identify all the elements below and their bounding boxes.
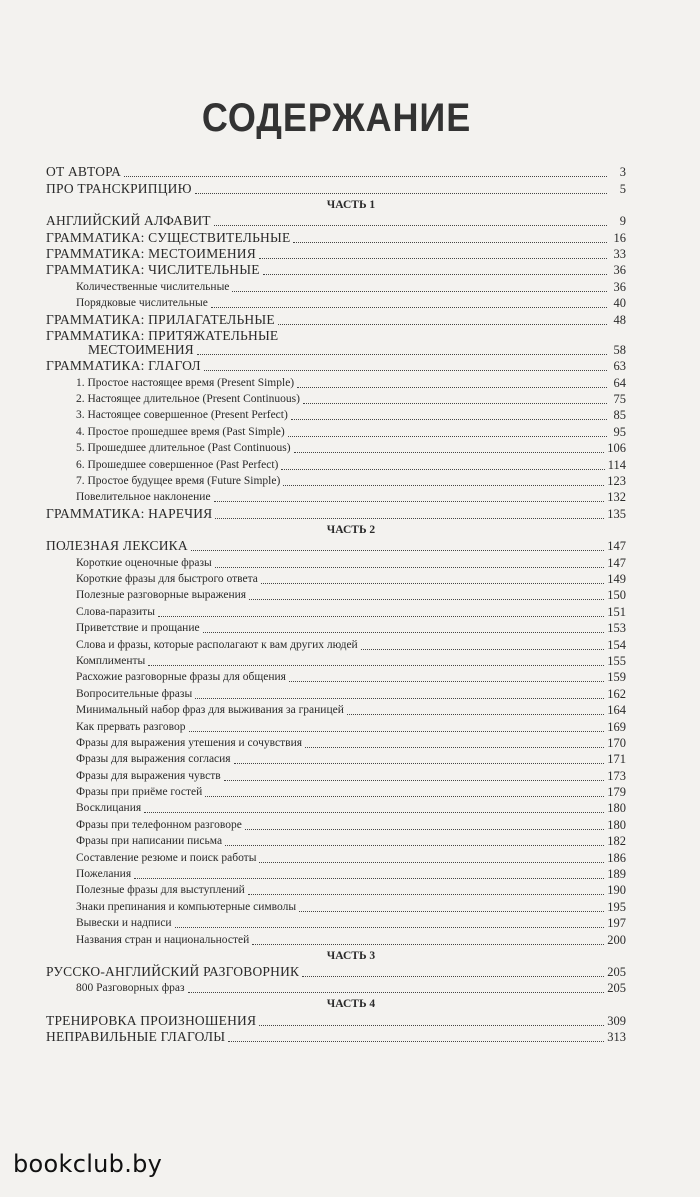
dot-leader <box>144 798 604 813</box>
dot-leader <box>303 389 607 404</box>
page-number: 16 <box>613 230 626 245</box>
dot-leader <box>305 733 604 748</box>
toc-subentry[interactable] <box>46 931 626 947</box>
page-number: 197 <box>607 916 626 931</box>
toc-entry-label: Фразы для выражения утешения и сочувствия <box>76 736 303 749</box>
watermark-text: bookclub.by <box>13 1150 163 1178</box>
page-number: 40 <box>613 296 626 311</box>
page-number: 36 <box>613 279 626 294</box>
dot-leader <box>189 717 605 732</box>
dot-leader <box>297 373 607 388</box>
page-number: 95 <box>613 424 626 439</box>
page-number: 190 <box>607 883 626 898</box>
page-number: 114 <box>607 457 626 472</box>
page-title: СОДЕРЖАНИЕ <box>201 96 472 140</box>
toc-entry[interactable] <box>46 180 626 196</box>
toc-entry-label: Полезные разговорные выражения <box>76 589 247 602</box>
toc-entry-label: ГРАММАТИКА: НАРЕЧИЯ <box>46 505 213 521</box>
dot-leader <box>261 569 604 584</box>
dot-leader <box>302 962 604 977</box>
page-number: 149 <box>607 571 626 586</box>
dot-leader <box>249 585 604 600</box>
toc-entry-label: ГРАММАТИКА: ГЛАГОЛ <box>46 358 201 374</box>
dot-leader <box>281 455 604 470</box>
dot-leader <box>228 1027 604 1042</box>
dot-leader <box>203 618 605 633</box>
dot-leader <box>259 848 604 863</box>
toc-entry-label: Приветствие и прощание <box>76 622 200 635</box>
dot-leader <box>158 602 604 617</box>
toc-entry[interactable] <box>46 505 626 521</box>
toc-entry-label: ОТ АВТОРА <box>46 164 122 180</box>
dot-leader <box>259 244 607 259</box>
toc-subentry[interactable] <box>46 980 626 996</box>
dot-leader <box>214 211 607 226</box>
toc-entry-label: ГРАММАТИКА: МЕСТОИМЕНИЯ <box>46 245 256 261</box>
page-number: 135 <box>607 506 626 521</box>
toc-entry-label: 800 Разговорных фраз <box>76 982 185 995</box>
dot-leader <box>234 749 605 764</box>
page-number: 171 <box>607 752 626 767</box>
page-number: 153 <box>607 621 626 636</box>
page-number: 58 <box>613 342 626 357</box>
page-number: 205 <box>607 964 626 979</box>
page-number: 5 <box>619 181 626 196</box>
page-number: 123 <box>607 474 626 489</box>
toc-entry[interactable] <box>46 1029 626 1045</box>
toc-entry-label: НЕПРАВИЛЬНЫЕ ГЛАГОЛЫ <box>46 1029 226 1045</box>
page-number: 64 <box>613 375 626 390</box>
toc-entry-label: Как прервать разговор <box>76 720 186 733</box>
toc-entry[interactable] <box>46 311 626 327</box>
dot-leader <box>197 340 607 355</box>
page-number: 9 <box>619 214 626 229</box>
toc-entry-label: ГРАММАТИКА: ПРИЛАГАТЕЛЬНЫЕ <box>46 311 275 327</box>
toc-entry-label: 3. Настоящее совершенное (Present Perfect) <box>76 409 288 422</box>
toc-entry-label: 2. Настоящее длительное (Present Continuous) <box>76 393 300 406</box>
page-number: 48 <box>613 312 626 327</box>
toc-entry-label: Полезные фразы для выступлений <box>76 884 245 897</box>
dot-leader <box>248 880 604 895</box>
page-number: 164 <box>607 703 626 718</box>
dot-leader <box>232 277 607 292</box>
toc-entry-label: ГРАММАТИКА: ПРИТЯЖАТЕЛЬНЫЕ <box>46 327 279 343</box>
toc-entry-label: ГРАММАТИКА: ЧИСЛИТЕЛЬНЫЕ <box>46 262 260 278</box>
page-number: 180 <box>607 801 626 816</box>
table-of-contents <box>46 164 626 1045</box>
toc-entry-label: РУССКО-АНГЛИЙСКИЙ РАЗГОВОРНИК <box>46 963 300 979</box>
dot-leader <box>278 310 607 325</box>
dot-leader <box>215 504 604 519</box>
toc-entry-label: Фразы при телефонном разговоре <box>76 818 242 831</box>
toc-entry-label: 6. Прошедшее совершенное (Past Perfect) <box>76 458 279 471</box>
page-number: 179 <box>607 785 626 800</box>
part-heading: ЧАСТЬ 3 <box>326 949 376 962</box>
dot-leader <box>289 667 604 682</box>
page-number: 189 <box>607 867 626 882</box>
page-number: 33 <box>613 246 626 261</box>
page-number: 170 <box>607 735 626 750</box>
dot-leader <box>175 913 605 928</box>
part-heading: ЧАСТЬ 2 <box>326 523 376 536</box>
dot-leader <box>283 471 604 486</box>
dot-leader <box>291 405 607 420</box>
page-number: 186 <box>607 850 626 865</box>
page-number: 162 <box>607 686 626 701</box>
part-heading: ЧАСТЬ 4 <box>326 998 376 1011</box>
toc-entry-label: АНГЛИЙСКИЙ АЛФАВИТ <box>46 213 211 229</box>
toc-entry-label: ГРАММАТИКА: СУЩЕСТВИТЕЛЬНЫЕ <box>46 229 291 245</box>
dot-leader <box>288 422 607 437</box>
toc-entry-label: Составление резюме и поиск работы <box>76 851 257 864</box>
toc-entry-label: Фразы для выражения согласия <box>76 753 231 766</box>
dot-leader <box>299 897 604 912</box>
page-number: 147 <box>607 555 626 570</box>
dot-leader <box>204 356 607 371</box>
toc-entry-label: Расхожие разговорные фразы для общения <box>76 671 286 684</box>
page-number: 159 <box>607 670 626 685</box>
page-number: 85 <box>613 408 626 423</box>
toc-entry-label: Фразы для выражения чувств <box>76 769 221 782</box>
dot-leader <box>134 864 604 879</box>
toc-entry-label: Количественные числительные <box>76 280 230 293</box>
dot-leader <box>259 1011 604 1026</box>
toc-entry-label: Минимальный набор фраз для выживания за границей <box>76 704 344 717</box>
dot-leader <box>124 162 607 177</box>
toc-entry-label: Повелительное наклонение <box>76 491 211 504</box>
page-number: 36 <box>613 263 626 278</box>
toc-entry-label: Короткие фразы для быстрого ответа <box>76 572 258 585</box>
page-number: 180 <box>607 817 626 832</box>
toc-entry-label: Восклицания <box>76 802 142 815</box>
toc-entry-label: 1. Простое настоящее время (Present Simple) <box>76 376 295 389</box>
toc-entry-label: Вопросительные фразы <box>76 687 193 700</box>
toc-entry-label: Слова-паразиты <box>76 605 155 618</box>
toc-entry-label: Фразы при написании письма <box>76 835 223 848</box>
toc-entry-label: 4. Простое прошедшее время (Past Simple) <box>76 425 285 438</box>
page-number: 309 <box>607 1013 626 1028</box>
toc-entry-label: Слова и фразы, которые располагают к вам других людей <box>76 638 358 651</box>
dot-leader <box>188 978 605 993</box>
toc-entry-label: МЕСТОИМЕНИЯ <box>88 341 194 357</box>
toc-entry-label: Названия стран и национальностей <box>76 933 250 946</box>
page-number: 106 <box>607 441 626 456</box>
part-heading: ЧАСТЬ 1 <box>326 198 376 211</box>
page-number: 169 <box>607 719 626 734</box>
dot-leader <box>245 815 604 830</box>
toc-entry-label: Порядковые числительные <box>76 297 208 310</box>
toc-entry-label: ПРО ТРАНСКРИПЦИЮ <box>46 180 192 196</box>
page-number: 200 <box>607 932 626 947</box>
dot-leader <box>224 766 605 781</box>
toc-entry-label: Короткие оценочные фразы <box>76 556 212 569</box>
page-number: 63 <box>613 359 626 374</box>
page-number: 313 <box>607 1030 626 1045</box>
page-number: 155 <box>607 653 626 668</box>
toc-entry-label: Знаки препинания и компьютерные символы <box>76 900 297 913</box>
dot-leader <box>215 553 604 568</box>
page-number: 195 <box>607 899 626 914</box>
page-number: 3 <box>619 165 626 180</box>
dot-leader <box>214 487 605 502</box>
dot-leader <box>347 700 604 715</box>
dot-leader <box>294 438 605 453</box>
toc-entry-label: Вывески и надписи <box>76 917 172 930</box>
page-number: 132 <box>607 490 626 505</box>
dot-leader <box>225 831 604 846</box>
toc-entry-label: ТРЕНИРОВКА ПРОИЗНОШЕНИЯ <box>46 1012 257 1028</box>
page-number: 182 <box>607 834 626 849</box>
dot-leader <box>195 179 607 194</box>
dot-leader <box>293 228 607 243</box>
dot-leader <box>252 930 604 945</box>
toc-entry-label: Фразы при приёме гостей <box>76 786 203 799</box>
dot-leader <box>211 293 607 308</box>
toc-entry-label: Комплименты <box>76 654 146 667</box>
dot-leader <box>263 260 607 275</box>
page-number: 151 <box>607 604 626 619</box>
page-number: 154 <box>607 637 626 652</box>
dot-leader <box>205 782 604 797</box>
toc-entry-label: 5. Прошедшее длительное (Past Continuous) <box>76 442 291 455</box>
toc-entry-label: 7. Простое будущее время (Future Simple) <box>76 475 281 488</box>
toc-entry-label: ПОЛЕЗНАЯ ЛЕКСИКА <box>46 538 188 554</box>
toc-entry-label: Пожелания <box>76 868 132 881</box>
dot-leader <box>195 684 604 699</box>
dot-leader <box>148 651 604 666</box>
page-number: 150 <box>607 588 626 603</box>
page-number: 205 <box>607 981 626 996</box>
page-number: 147 <box>607 539 626 554</box>
page-number: 75 <box>613 392 626 407</box>
dot-leader <box>361 635 605 650</box>
dot-leader <box>191 536 604 551</box>
page-number: 173 <box>607 768 626 783</box>
